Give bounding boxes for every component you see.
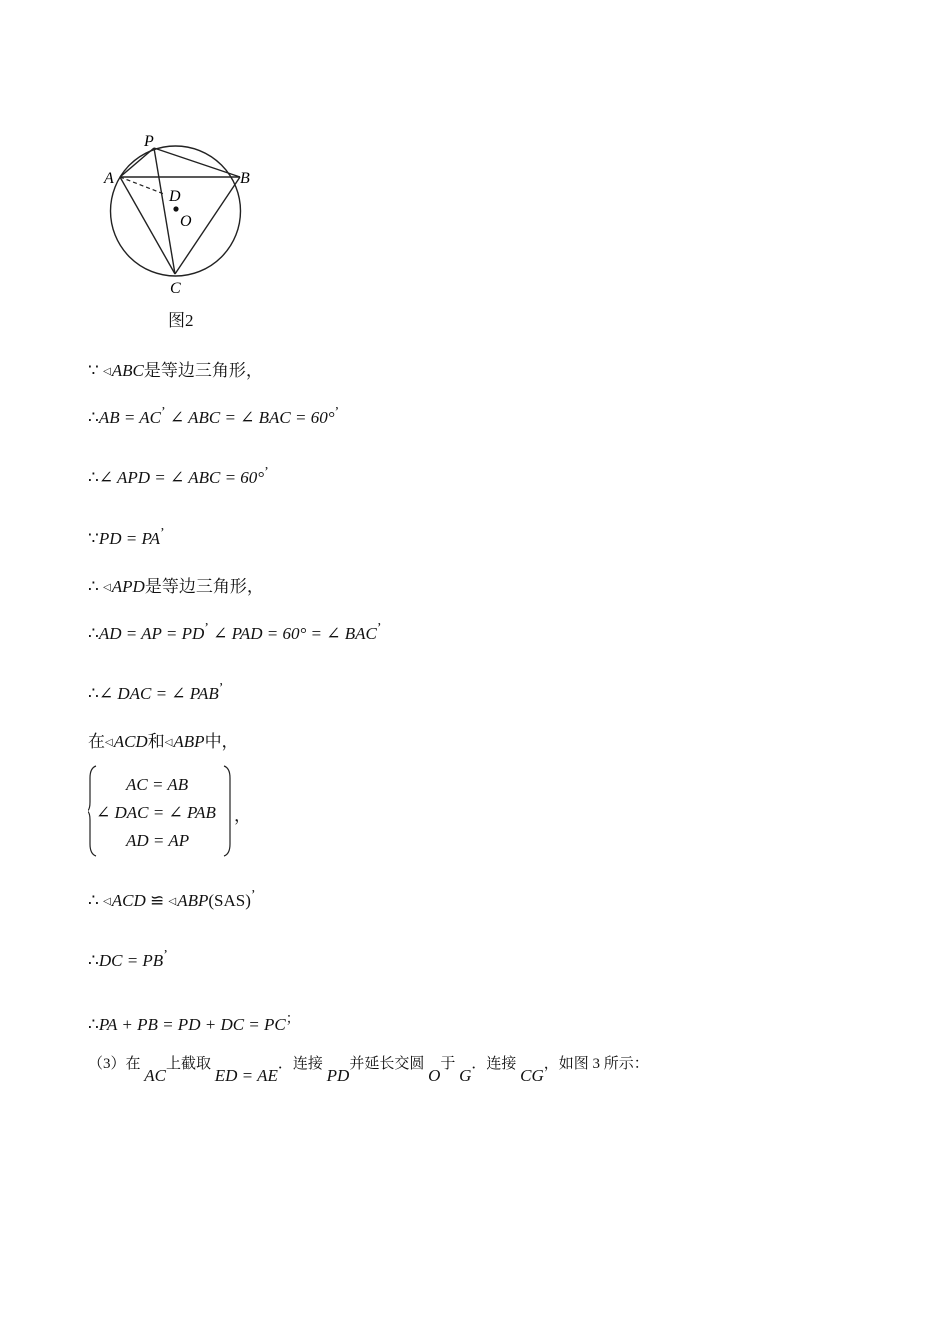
math-expr-2: ∠ ABC = ∠ BAC = 60° bbox=[169, 408, 335, 427]
math-ed-ae: ED = AE bbox=[214, 1066, 278, 1085]
text-rutu3: ，如图 3 所示： bbox=[543, 1056, 649, 1072]
math-expr: ∠ APD = ∠ ABC = 60° bbox=[98, 468, 265, 487]
proof-line-dc-pb bbox=[88, 948, 168, 971]
text-shangjiequ: 上截取 bbox=[166, 1056, 212, 1072]
therefore-symbol: ∴ bbox=[88, 468, 99, 487]
proof-line-2 bbox=[88, 405, 339, 428]
figure-caption: 图2 bbox=[168, 311, 194, 330]
triangle-icon: ◁ bbox=[103, 366, 111, 377]
text-zhong: 中， bbox=[204, 732, 239, 751]
system-row-1: AC = AB bbox=[126, 775, 189, 794]
because-symbol: ∵ bbox=[88, 529, 99, 548]
math-expr: AD = AP = PD bbox=[98, 624, 205, 643]
therefore-symbol: ∴ bbox=[88, 951, 99, 970]
therefore-symbol: ∴ bbox=[88, 624, 99, 643]
equation-system bbox=[88, 764, 251, 858]
math-o: O bbox=[428, 1066, 441, 1085]
proof-line-sum bbox=[88, 1008, 300, 1035]
system-row-3: AD = AP bbox=[126, 831, 190, 850]
separator: ’ bbox=[204, 621, 209, 636]
separator: ’ bbox=[160, 405, 166, 420]
triangle-icon: ◁ bbox=[103, 582, 111, 593]
separator: ’ bbox=[376, 621, 382, 636]
text-he: 和 bbox=[147, 732, 165, 751]
text-yu: 于 bbox=[440, 1056, 456, 1072]
triangle-icon: ◁ bbox=[105, 737, 113, 748]
label-b: B bbox=[240, 170, 250, 187]
proof-line-congruence bbox=[88, 888, 256, 911]
segment-pb bbox=[154, 148, 240, 177]
proof-line-7 bbox=[88, 681, 223, 704]
math-apd: APD bbox=[111, 577, 145, 596]
label-p: P bbox=[144, 133, 154, 150]
therefore-symbol: ∴ bbox=[88, 684, 99, 703]
segment-pa bbox=[120, 148, 154, 177]
therefore-symbol: ∴ bbox=[88, 408, 99, 427]
math-acd: ACD bbox=[113, 732, 148, 751]
separator: ’ bbox=[264, 465, 269, 480]
step-3-label: （3）在 bbox=[88, 1056, 141, 1072]
text: 是等边三角形， bbox=[144, 577, 264, 596]
proof-line-6 bbox=[88, 621, 382, 644]
separator: ’ bbox=[163, 948, 168, 963]
triangle-icon: ◁ bbox=[103, 896, 111, 907]
proof-line-1 bbox=[88, 356, 263, 381]
text: 是等边三角形， bbox=[143, 361, 263, 380]
text-lianjie-2: ．连接 bbox=[471, 1056, 517, 1072]
triangle-icon: ◁ bbox=[164, 737, 173, 748]
segment-ad-dashed bbox=[120, 177, 164, 194]
therefore-symbol: ∴ bbox=[88, 577, 99, 596]
center-dot-o bbox=[173, 206, 178, 211]
system-row-2: ∠ DAC = ∠ PAB bbox=[96, 803, 216, 822]
math-expr: AB = AC bbox=[98, 408, 161, 427]
math-abp: ABP bbox=[177, 891, 209, 910]
label-a: A bbox=[104, 170, 114, 187]
proof-line-4 bbox=[88, 526, 165, 549]
therefore-symbol: ∴ bbox=[88, 891, 99, 910]
label-d: D bbox=[169, 188, 181, 205]
math-abc: ABC bbox=[111, 361, 144, 380]
label-c: C bbox=[170, 280, 181, 297]
separator: ’ bbox=[218, 681, 224, 696]
step-3-line bbox=[88, 1052, 649, 1086]
math-expr: DC = PB bbox=[98, 951, 164, 970]
text-yanchang: 并延长交圆 bbox=[349, 1056, 425, 1072]
semicolon: ； bbox=[285, 1012, 300, 1027]
proof-line-5 bbox=[88, 572, 264, 597]
math-abp: ABP bbox=[173, 732, 205, 751]
math-cg: CG bbox=[520, 1066, 544, 1085]
separator: ’ bbox=[250, 888, 256, 903]
therefore-symbol: ∴ bbox=[88, 1015, 99, 1034]
math-acd: ACD bbox=[111, 891, 146, 910]
text-lianjie: ．连接 bbox=[277, 1056, 323, 1072]
reason-sas: (SAS) bbox=[208, 891, 251, 910]
separator: ’ bbox=[160, 526, 165, 541]
math-expr: PD = PA bbox=[98, 529, 161, 548]
system-comma: ， bbox=[234, 806, 251, 825]
math-expr-2: ∠ PAD = 60° = ∠ BAC bbox=[213, 624, 377, 643]
label-o: O bbox=[180, 213, 192, 230]
triangle-icon: ◁ bbox=[168, 896, 177, 907]
text-zai: 在 bbox=[88, 732, 105, 751]
math-g: G bbox=[459, 1066, 472, 1085]
math-ac: AC bbox=[144, 1066, 166, 1085]
proof-line-8 bbox=[88, 727, 239, 752]
proof-line-3 bbox=[88, 465, 269, 488]
congruent-symbol: ≌ bbox=[150, 891, 165, 910]
math-pd: PD bbox=[326, 1066, 350, 1085]
math-expr: PA + PB = PD + DC = PC bbox=[98, 1015, 286, 1034]
math-expr: ∠ DAC = ∠ PAB bbox=[98, 684, 219, 703]
separator: ’ bbox=[334, 405, 340, 420]
because-symbol: ∵ bbox=[88, 361, 99, 380]
